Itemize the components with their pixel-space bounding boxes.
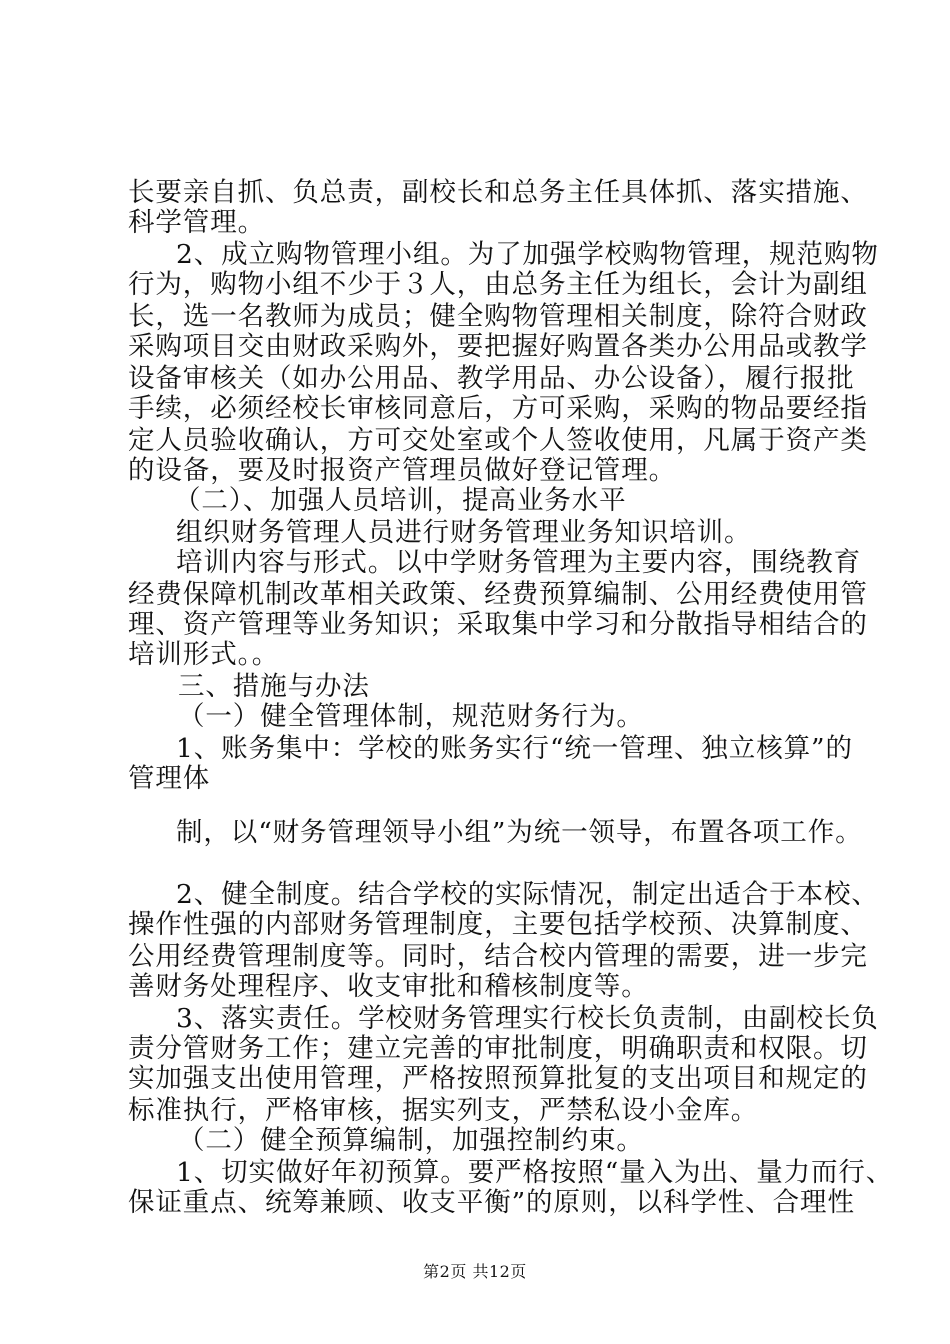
text-line: 责分管财务工作；建立完善的审批制度，明确职责和权限。切 bbox=[128, 1033, 868, 1064]
text-line: 培训内容与形式。以中学财务管理为主要内容，围绕教育 bbox=[176, 547, 861, 578]
text-line: 行为，购物小组不少于３人，由总务主任为组长，会计为副组 bbox=[128, 269, 868, 300]
text-line: 手续，必须经校长审核同意后，方可采购，采购的物品要经指 bbox=[128, 393, 868, 424]
text-line: 1、账务集中：学校的账务实行“统一管理、独立核算”的 bbox=[176, 733, 853, 764]
text-line: 2、成立购物管理小组。为了加强学校购物管理，规范购物 bbox=[176, 239, 879, 270]
text-line: 长，选一名教师为成员；健全购物管理相关制度，除符合财政 bbox=[128, 301, 868, 332]
text-line: 2、健全制度。结合学校的实际情况，制定出适合于本校、 bbox=[176, 879, 879, 910]
text-line: 公用经费管理制度等。同时，结合校内管理的需要，进一步完 bbox=[128, 941, 868, 972]
page-footer: 第2页 共12页 bbox=[423, 1262, 527, 1281]
text-line: 采购项目交由财政采购外，要把握好购置各类办公用品或教学 bbox=[128, 331, 868, 362]
text-line: 设备审核关（如办公用品、教学用品、办公设备），履行报批 bbox=[128, 363, 855, 394]
text-line: 培训形式。。 bbox=[128, 639, 280, 670]
section-heading: （二）健全预算编制，加强控制约束。 bbox=[178, 1125, 644, 1156]
text-line: 组织财务管理人员进行财务管理业务知识培训。 bbox=[176, 517, 752, 548]
text-line: 操作性强的内部财务管理制度，主要包括学校预、决算制度、 bbox=[128, 909, 868, 940]
text-line: 实加强支出使用管理，严格按照预算批复的支出项目和规定的 bbox=[128, 1063, 868, 1094]
section-heading: （一）健全管理体制，规范财务行为。 bbox=[178, 701, 644, 732]
text-line: 保证重点、统筹兼顾、收支平衡”的原则，以科学性、合理性 bbox=[128, 1187, 855, 1218]
section-heading: 三、措施与办法 bbox=[178, 671, 370, 702]
text-line: 理、资产管理等业务知识；采取集中学习和分散指导相结合的 bbox=[128, 609, 868, 640]
text-line: 1、切实做好年初预算。要严格按照“量入为出、量力而行、 bbox=[176, 1157, 894, 1188]
text-line: 科学管理。 bbox=[128, 207, 265, 238]
text-line: 长要亲自抓、负总责，副校长和总务主任具体抓、落实措施、 bbox=[128, 177, 868, 208]
text-line: 经费保障机制改革相关政策、经费预算编制、公用经费使用管 bbox=[128, 579, 868, 610]
text-line: 3、落实责任。学校财务管理实行校长负责制，由副校长负 bbox=[176, 1003, 879, 1034]
text-line: 制，以“财务管理领导小组”为统一领导，布置各项工作。 bbox=[176, 817, 863, 848]
text-line: 标准执行，严格审核，据实列支，严禁私设小金库。 bbox=[128, 1095, 759, 1126]
section-heading: （二）、加强人员培训，提高业务水平 bbox=[174, 485, 627, 516]
text-line: 定人员验收确认，方可交处室或个人签收使用，凡属于资产类 bbox=[128, 425, 868, 456]
text-line: 的设备，要及时报资产管理员做好登记管理。 bbox=[128, 455, 676, 486]
text-line: 管理体 bbox=[128, 763, 211, 794]
text-line: 善财务处理程序、收支审批和稽核制度等。 bbox=[128, 971, 649, 1002]
